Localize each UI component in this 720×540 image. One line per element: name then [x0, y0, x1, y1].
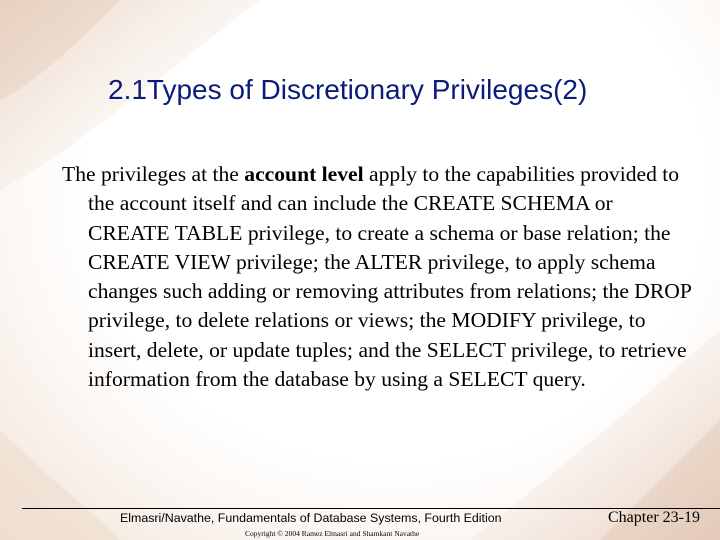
body-text-emphasis: account level: [244, 162, 364, 186]
footer-book-title: Elmasri/Navathe, Fundamentals of Database Systems, Fourth Edition: [120, 511, 502, 525]
body-paragraph: [62, 160, 698, 394]
slide-title: 2.1Types of Discretionary Privileges(2): [108, 74, 588, 105]
body-text-part1: The privileges at the: [62, 162, 245, 186]
footer-copyright: Copyright © 2004 Ramez Elmasri and Shamkant Navathe: [245, 529, 420, 538]
footer-chapter-number: Chapter 23-19: [608, 509, 700, 526]
body-text-part2: apply to the capabilities provided to the account itself and can include the CREATE SCHEMA or CREATE TABLE privilege, to create a schema or base relation; the CREATE VIEW privilege; the ALTER privilege, to apply schema changes such adding or removing attributes from relations; the DROP privilege, to delete relations or views; the MODIFY privilege, to insert, delete, or update tuples; and the SELECT privilege, to retrieve information from the database by using a SELECT query.: [88, 162, 692, 392]
